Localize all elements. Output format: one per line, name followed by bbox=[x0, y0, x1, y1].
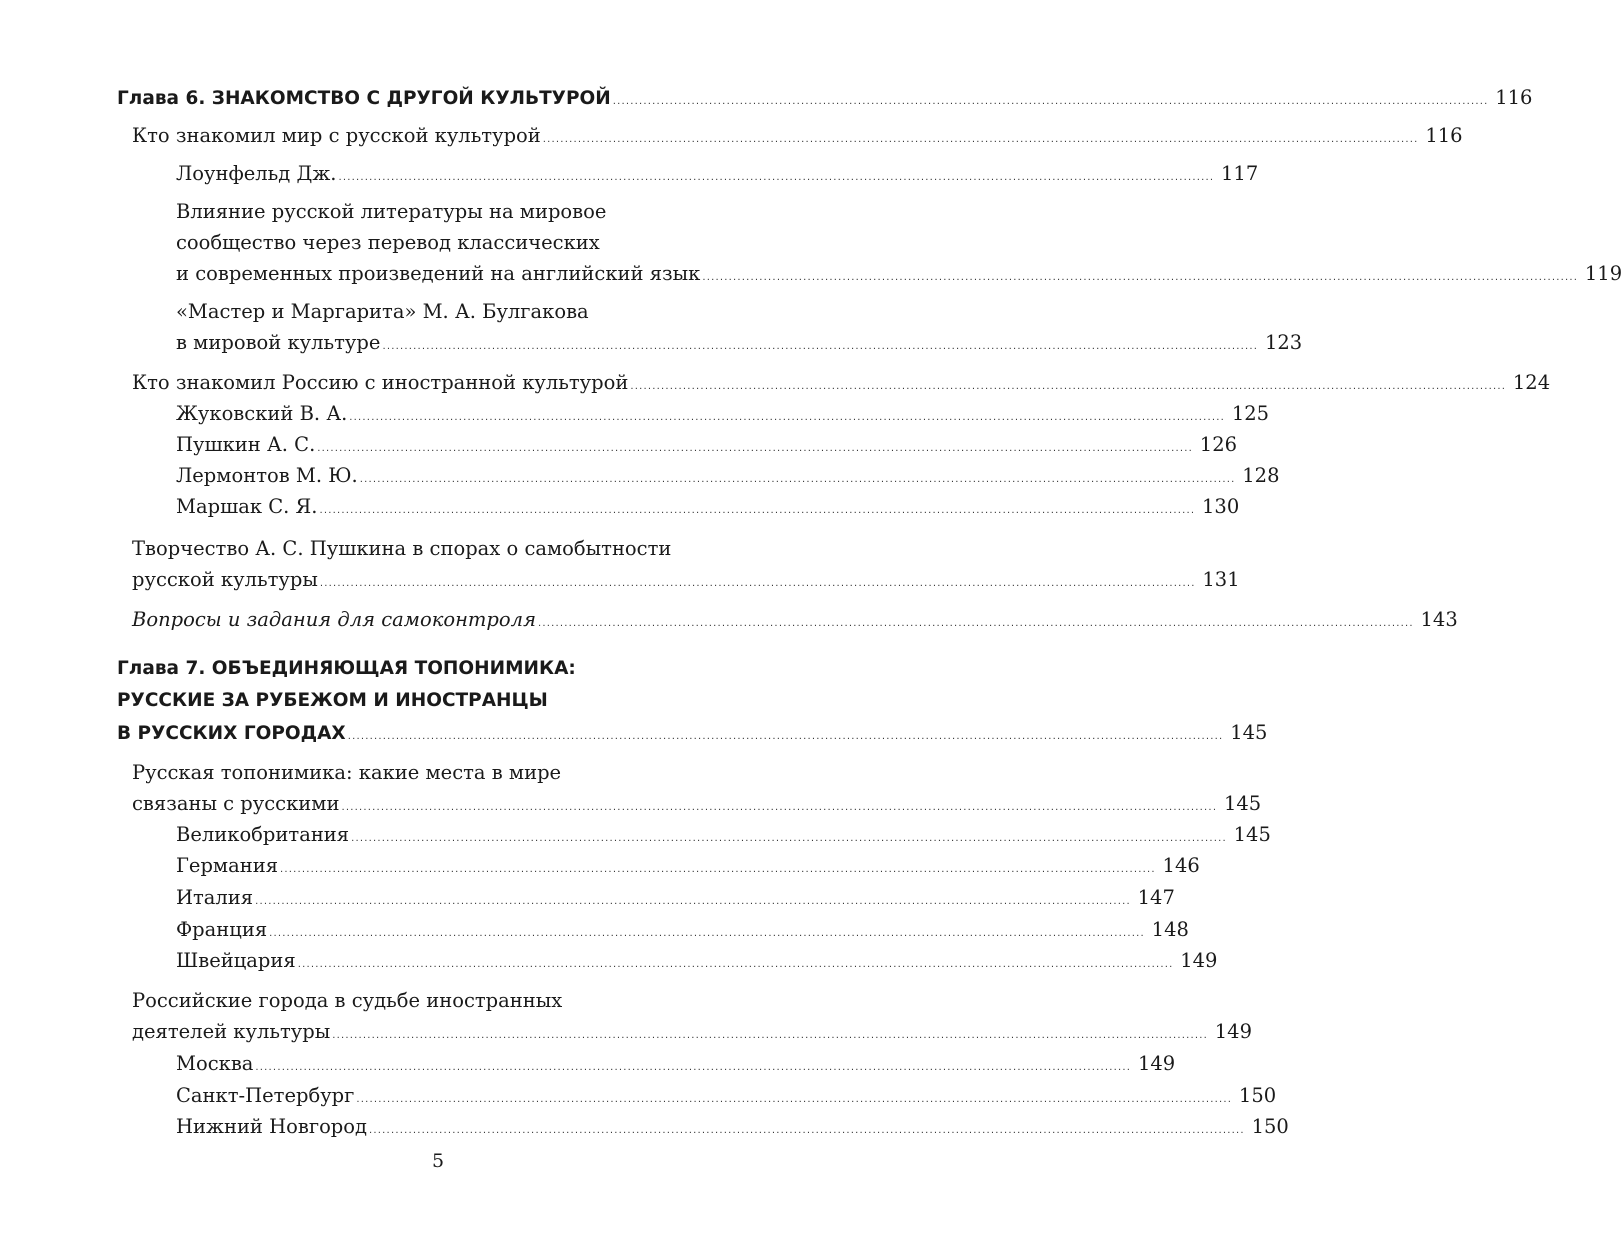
dot-leader: ........................................................................................................................................................................................................ bbox=[317, 443, 1194, 454]
toc-entry-title: Пушкин А. С. bbox=[176, 433, 316, 456]
toc-entry-title: русской культуры bbox=[132, 568, 318, 591]
toc-entry-title: Санкт-Петербург bbox=[176, 1084, 355, 1107]
page-number: 5 bbox=[431, 1150, 445, 1172]
toc-subsection[interactable] bbox=[176, 260, 1622, 288]
dot-leader: ........................................................................................................................................................................................................ bbox=[338, 172, 1215, 183]
dot-leader: ........................................................................................................................................................................................................ bbox=[382, 341, 1259, 352]
dot-leader: ........................................................................................................................................................................................................ bbox=[269, 928, 1145, 939]
toc-entry-title: Русская топонимика: какие места в мире bbox=[132, 761, 562, 784]
dot-leader: ........................................................................................................................................................................................................ bbox=[537, 618, 1414, 629]
dot-leader: ........................................................................................................................................................................................................ bbox=[341, 802, 1218, 813]
toc-entry-title: Вопросы и задания для самоконтроля bbox=[132, 608, 536, 631]
toc-entry-title: Лермонтов М. Ю. bbox=[176, 464, 358, 487]
toc-entry-page: 149 bbox=[1137, 1052, 1176, 1075]
toc-entry-title: Глава 7. ОБЪЕДИНЯЮЩАЯ ТОПОНИМИКА: bbox=[117, 658, 576, 679]
toc-entry-title: РУССКИЕ ЗА РУБЕЖОМ И ИНОСТРАНЦЫ bbox=[117, 690, 548, 711]
toc-entry-page: 125 bbox=[1231, 402, 1270, 425]
toc-entry-title: «Мастер и Маргарита» М. А. Булгакова bbox=[176, 300, 589, 323]
toc-entry-page: 149 bbox=[1214, 1020, 1252, 1043]
toc-entry-page: 149 bbox=[1180, 949, 1218, 972]
toc-entry-page: 128 bbox=[1242, 464, 1280, 487]
toc-entry-page: 124 bbox=[1512, 371, 1551, 394]
toc-entry-page: 145 bbox=[1230, 721, 1268, 744]
toc-section-line[interactable] bbox=[132, 987, 764, 1015]
toc-section[interactable] bbox=[132, 369, 1551, 397]
toc-section[interactable] bbox=[132, 566, 1240, 594]
toc-entry-page: 119 bbox=[1584, 262, 1622, 285]
toc-subsection[interactable] bbox=[176, 329, 1303, 357]
toc-chapter-7-line[interactable] bbox=[117, 655, 764, 683]
toc-entry-page: 148 bbox=[1151, 918, 1189, 941]
dot-leader: ........................................................................................................................................................................................................ bbox=[319, 505, 1196, 516]
toc-entry-title: Влияние русской литературы на мировое bbox=[176, 200, 607, 223]
toc-entry-title: деятелей культуры bbox=[132, 1020, 331, 1043]
toc-entry-title: Маршак С. Я. bbox=[176, 495, 318, 518]
toc-entry-title: Кто знакомил мир с русской культурой bbox=[132, 124, 541, 147]
toc-subsection-line[interactable] bbox=[176, 198, 764, 226]
toc-chapter-7[interactable] bbox=[117, 719, 1268, 747]
toc-entry-title: сообщество через перевод классических bbox=[176, 231, 600, 254]
toc-entry-page: 126 bbox=[1199, 433, 1238, 456]
toc-entry-page: 123 bbox=[1264, 331, 1303, 354]
dot-leader: ........................................................................................................................................................................................................ bbox=[630, 381, 1507, 392]
dot-leader: ........................................................................................................................................................................................................ bbox=[255, 1062, 1132, 1073]
toc-entry-page: 143 bbox=[1420, 608, 1458, 631]
toc-entry-title: Лоунфельд Дж. bbox=[176, 162, 337, 185]
dot-leader: ........................................................................................................................................................................................................ bbox=[702, 272, 1579, 283]
toc-subsection[interactable] bbox=[176, 431, 1238, 459]
dot-leader: ........................................................................................................................................................................................................ bbox=[359, 474, 1236, 485]
toc-entry-title: Швейцария bbox=[176, 949, 296, 972]
toc-entry-title: Нижний Новгород bbox=[176, 1115, 368, 1138]
toc-section[interactable] bbox=[132, 1018, 1252, 1046]
toc-entry-page: 130 bbox=[1202, 495, 1240, 518]
dot-leader: ........................................................................................................................................................................................................ bbox=[369, 1125, 1245, 1136]
toc-subsection-line[interactable] bbox=[176, 229, 764, 257]
toc-entry-page: 147 bbox=[1137, 886, 1175, 909]
dot-leader: ........................................................................................................................................................................................................ bbox=[255, 896, 1131, 907]
dot-leader: ........................................................................................................................................................................................................ bbox=[297, 959, 1174, 970]
toc-entry-title: в мировой культуре bbox=[176, 331, 381, 354]
toc-entry-title: связаны с русскими bbox=[132, 792, 340, 815]
dot-leader: ........................................................................................................................................................................................................ bbox=[356, 1094, 1233, 1105]
dot-leader: ........................................................................................................................................................................................................ bbox=[280, 864, 1156, 875]
toc-subsection[interactable] bbox=[176, 884, 1175, 912]
toc-chapter-7-line[interactable] bbox=[117, 687, 764, 715]
toc-entry-page: 145 bbox=[1223, 792, 1262, 815]
toc-subsection[interactable] bbox=[176, 1113, 1289, 1141]
toc-section-line[interactable] bbox=[132, 759, 764, 787]
toc-entry-title: Кто знакомил Россию с иностранной культурой bbox=[132, 371, 629, 394]
toc-subsection[interactable] bbox=[176, 400, 1270, 428]
dot-leader: ........................................................................................................................................................................................................ bbox=[347, 731, 1224, 742]
toc-entry-page: 131 bbox=[1202, 568, 1240, 591]
toc-entry-title: Глава 6. ЗНАКОМСТВО С ДРУГОЙ КУЛЬТУРОЙ bbox=[117, 88, 611, 109]
toc-entry-page: 150 bbox=[1251, 1115, 1289, 1138]
toc-entry-title: Франция bbox=[176, 918, 268, 941]
toc-section-questions[interactable] bbox=[132, 606, 1458, 634]
toc-entry-title: и современных произведений на английский язык bbox=[176, 262, 701, 285]
dot-leader: ........................................................................................................................................................................................................ bbox=[612, 96, 1489, 107]
toc-subsection[interactable] bbox=[176, 852, 1200, 880]
toc-subsection[interactable] bbox=[176, 493, 1240, 521]
toc-entry-title: Творчество А. С. Пушкина в спорах о самобытности bbox=[132, 537, 672, 560]
toc-entry-title: Италия bbox=[176, 886, 254, 909]
toc-section[interactable] bbox=[132, 790, 1262, 818]
toc-entry-title: Великобритания bbox=[176, 823, 350, 846]
toc-entry-title: Москва bbox=[176, 1052, 254, 1075]
dot-leader: ........................................................................................................................................................................................................ bbox=[542, 134, 1419, 145]
toc-entry-page: 146 bbox=[1162, 854, 1200, 877]
toc-entry-page: 145 bbox=[1233, 823, 1271, 846]
toc-entry-page: 150 bbox=[1238, 1084, 1277, 1107]
toc-entry-page: 116 bbox=[1425, 124, 1463, 147]
toc-subsection[interactable] bbox=[176, 462, 1280, 490]
toc-subsection[interactable] bbox=[176, 1050, 1176, 1078]
toc-entry-title: Германия bbox=[176, 854, 279, 877]
dot-leader: ........................................................................................................................................................................................................ bbox=[332, 1030, 1208, 1041]
toc-subsection[interactable] bbox=[176, 1082, 1277, 1110]
toc-entry-page: 116 bbox=[1495, 86, 1533, 109]
dot-leader: ........................................................................................................................................................................................................ bbox=[349, 412, 1226, 423]
dot-leader: ........................................................................................................................................................................................................ bbox=[319, 578, 1196, 589]
dot-leader: ........................................................................................................................................................................................................ bbox=[351, 833, 1227, 844]
toc-subsection[interactable] bbox=[176, 160, 1259, 188]
toc-section-line[interactable] bbox=[132, 535, 764, 563]
toc-subsection[interactable] bbox=[176, 821, 1271, 849]
toc-entry-title: В РУССКИХ ГОРОДАХ bbox=[117, 723, 346, 744]
toc-chapter-6[interactable] bbox=[117, 84, 1533, 112]
toc-entry-page: 117 bbox=[1221, 162, 1259, 185]
toc-subsection-line[interactable] bbox=[176, 298, 764, 326]
toc-section[interactable] bbox=[132, 122, 1463, 150]
toc-entry-title: Российские города в судьбе иностранных bbox=[132, 989, 563, 1012]
toc-subsection[interactable] bbox=[176, 947, 1218, 975]
toc-subsection[interactable] bbox=[176, 916, 1189, 944]
toc-entry-title: Жуковский В. А. bbox=[176, 402, 348, 425]
